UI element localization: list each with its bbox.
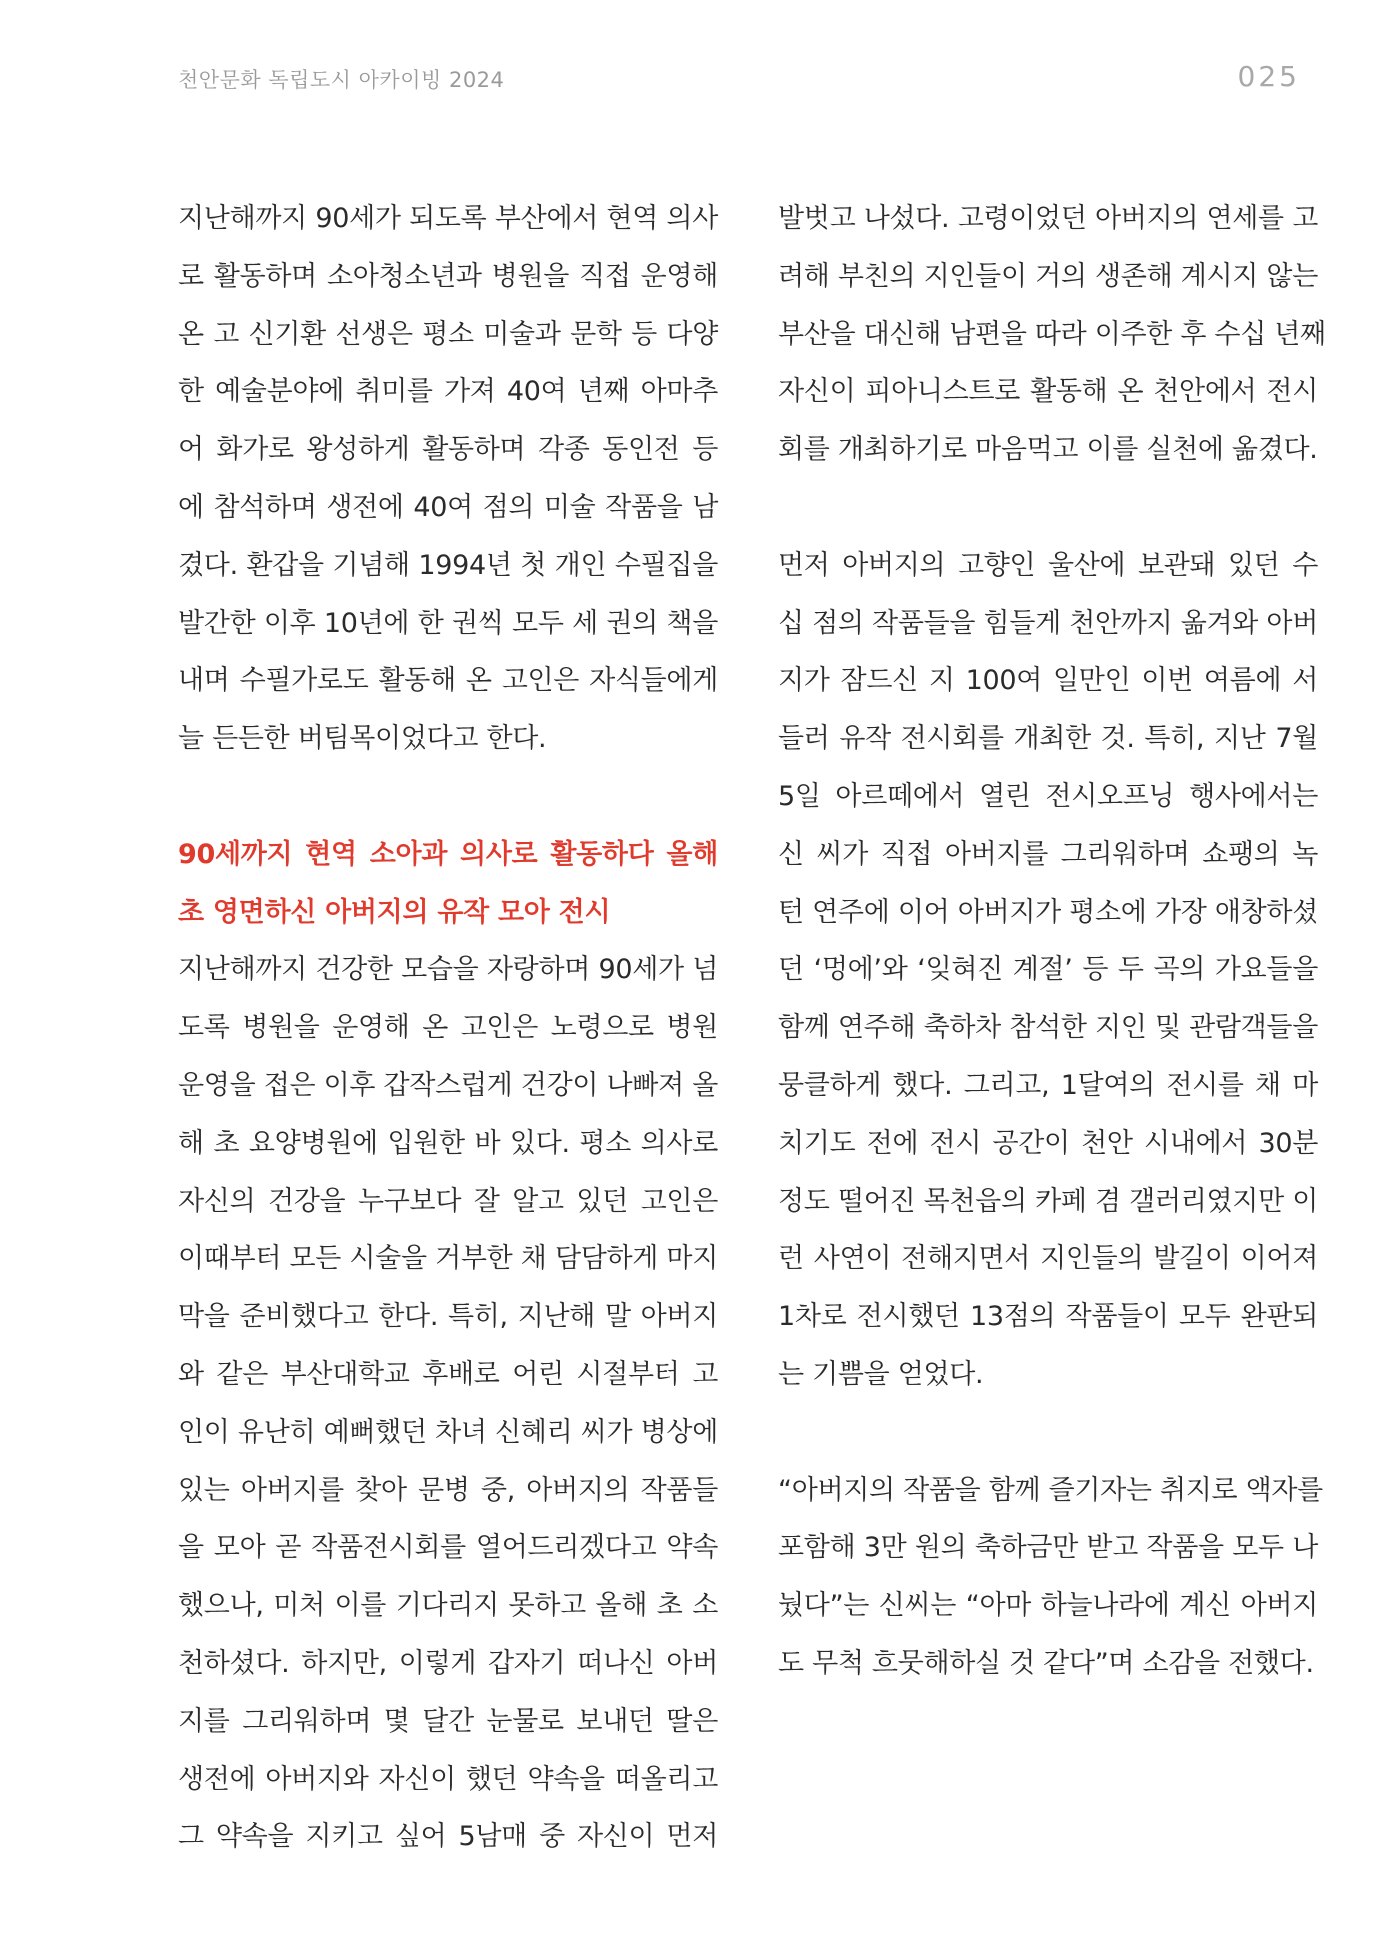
paragraph-spacer [778,479,1318,537]
paragraph [778,190,1326,479]
text-line: 로 활동하며 소아청소년과 병원을 직접 운영해 [178,260,718,292]
text-line: “아버지의 작품을 함께 즐기자는 취지로 액자를 [778,1474,1323,1506]
text-line: 자신이 피아니스트로 활동해 온 천안에서 전시 [778,376,1318,408]
right-column [778,190,1326,1693]
text-line: 발간한 이후 10년에 한 권씩 모두 세 권의 책을 [178,607,718,639]
text-line: 천하셨다. 하지만, 이렇게 갑자기 떠나신 아버 [178,1647,718,1679]
text-line: 와 같은 부산대학교 후배로 어린 시절부터 고 [178,1358,718,1390]
text-line: 어 화가로 왕성하게 활동하며 각종 동인전 등 [178,434,718,466]
paragraph [178,190,718,768]
text-line: 해 초 요양병원에 입원한 바 있다. 평소 의사로 [178,1127,718,1159]
text-line: 지난해까지 90세가 되도록 부산에서 현역 의사 [178,203,718,234]
heading-line: 90세까지 현역 소아과 의사로 활동하다 올해 [178,838,718,870]
text-line: 내며 수필가로도 활동해 온 고인은 자식들에게 [178,665,718,697]
text-line: 을 모아 곧 작품전시회를 열어드리겠다고 약속 [178,1532,718,1564]
text-line: 포함해 3만 원의 축하금만 받고 작품을 모두 나 [778,1532,1318,1564]
text-line: 도 무척 흐뭇해하실 것 같다”며 소감을 전했다. [778,1647,1314,1679]
text-line: 한 예술분야에 취미를 가져 40여 년째 아마추 [178,376,718,408]
text-line: 턴 연주에 이어 아버지가 평소에 가장 애창하셨 [778,896,1318,928]
text-line: 운영을 접은 이후 갑작스럽게 건강이 나빠져 올 [178,1069,718,1101]
text-line: 지가 잠드신 지 100여 일만인 이번 여름에 서 [778,665,1318,697]
paragraph [778,537,1318,1404]
text-line: 5일 아르떼에서 열린 전시오프닝 행사에서는 [778,780,1318,812]
paragraph-spacer [778,1404,1318,1462]
paragraph [778,1462,1323,1693]
header-title: 천안문화 독립도시 아카이빙 2024 [178,68,505,92]
text-line: 뭉클하게 했다. 그리고, 1달여의 전시를 채 마 [778,1069,1318,1101]
text-line: 십 점의 작품들을 힘들게 천안까지 옮겨와 아버 [778,607,1318,639]
page-number: 025 [1237,60,1300,93]
text-line: 지를 그리워하며 몇 달간 눈물로 보내던 딸은 [178,1705,718,1737]
heading-line: 초 영면하신 아버지의 유작 모아 전시 [178,896,611,928]
text-line: 자신의 건강을 누구보다 잘 알고 있던 고인은 [178,1185,718,1217]
text-line: 도록 병원을 운영해 온 고인은 노령으로 병원 [178,1012,718,1044]
text-line: 했으나, 미처 이를 기다리지 못하고 올해 초 소 [178,1590,718,1622]
text-line: 부산을 대신해 남편을 따라 이주한 후 수십 년째 [778,318,1326,350]
text-line: 지난해까지 건강한 모습을 자랑하며 90세가 넘 [178,954,718,986]
text-line: 던 ‘멍에’와 ‘잊혀진 계절’ 등 두 곡의 가요들을 [778,954,1318,986]
text-line: 는 기쁨을 얻었다. [778,1358,984,1390]
text-line: 신 씨가 직접 아버지를 그리워하며 쇼팽의 녹 [778,838,1318,870]
paragraph [178,941,718,1866]
left-column [178,190,718,1866]
text-line: 막을 준비했다고 한다. 특히, 지난해 말 아버지 [178,1301,718,1333]
text-line: 정도 떨어진 목천읍의 카페 겸 갤러리였지만 이 [778,1185,1318,1217]
text-line: 겼다. 환갑을 기념해 1994년 첫 개인 수필집을 [178,549,718,581]
text-line: 런 사연이 전해지면서 지인들의 발길이 이어져 [778,1243,1318,1275]
text-line: 함께 연주해 축하차 참석한 지인 및 관람객들을 [778,1012,1318,1044]
section-heading [178,826,718,942]
text-line: 생전에 아버지와 자신이 했던 약속을 떠올리고 [178,1763,718,1795]
text-line: 회를 개최하기로 마음먹고 이를 실천에 옮겼다. [778,434,1318,466]
text-line: 이때부터 모든 시술을 거부한 채 담담하게 마지 [178,1243,718,1275]
text-line: 눴다”는 신씨는 “아마 하늘나라에 계신 아버지 [778,1590,1318,1622]
text-line: 1차로 전시했던 13점의 작품들이 모두 완판되 [778,1301,1318,1333]
text-line: 먼저 아버지의 고향인 울산에 보관돼 있던 수 [778,549,1318,581]
text-line: 그 약속을 지키고 싶어 5남매 중 자신이 먼저 [178,1821,718,1853]
paragraph-spacer [178,768,718,826]
text-line: 에 참석하며 생전에 40여 점의 미술 작품을 남 [178,491,718,523]
text-line: 치기도 전에 전시 공간이 천안 시내에서 30분 [778,1127,1318,1159]
text-line: 발벗고 나섰다. 고령이었던 아버지의 연세를 고 [778,203,1318,234]
text-line: 온 고 신기환 선생은 평소 미술과 문학 등 다양 [178,318,718,350]
text-line: 인이 유난히 예뻐했던 차녀 신혜리 씨가 병상에 [178,1416,718,1448]
text-line: 있는 아버지를 찾아 문병 중, 아버지의 작품들 [178,1474,718,1506]
text-line: 려해 부친의 지인들이 거의 생존해 계시지 않는 [778,260,1318,292]
text-line: 들러 유작 전시회를 개최한 것. 특히, 지난 7월 [778,723,1318,755]
text-line: 늘 든든한 버팀목이었다고 한다. [178,723,547,755]
